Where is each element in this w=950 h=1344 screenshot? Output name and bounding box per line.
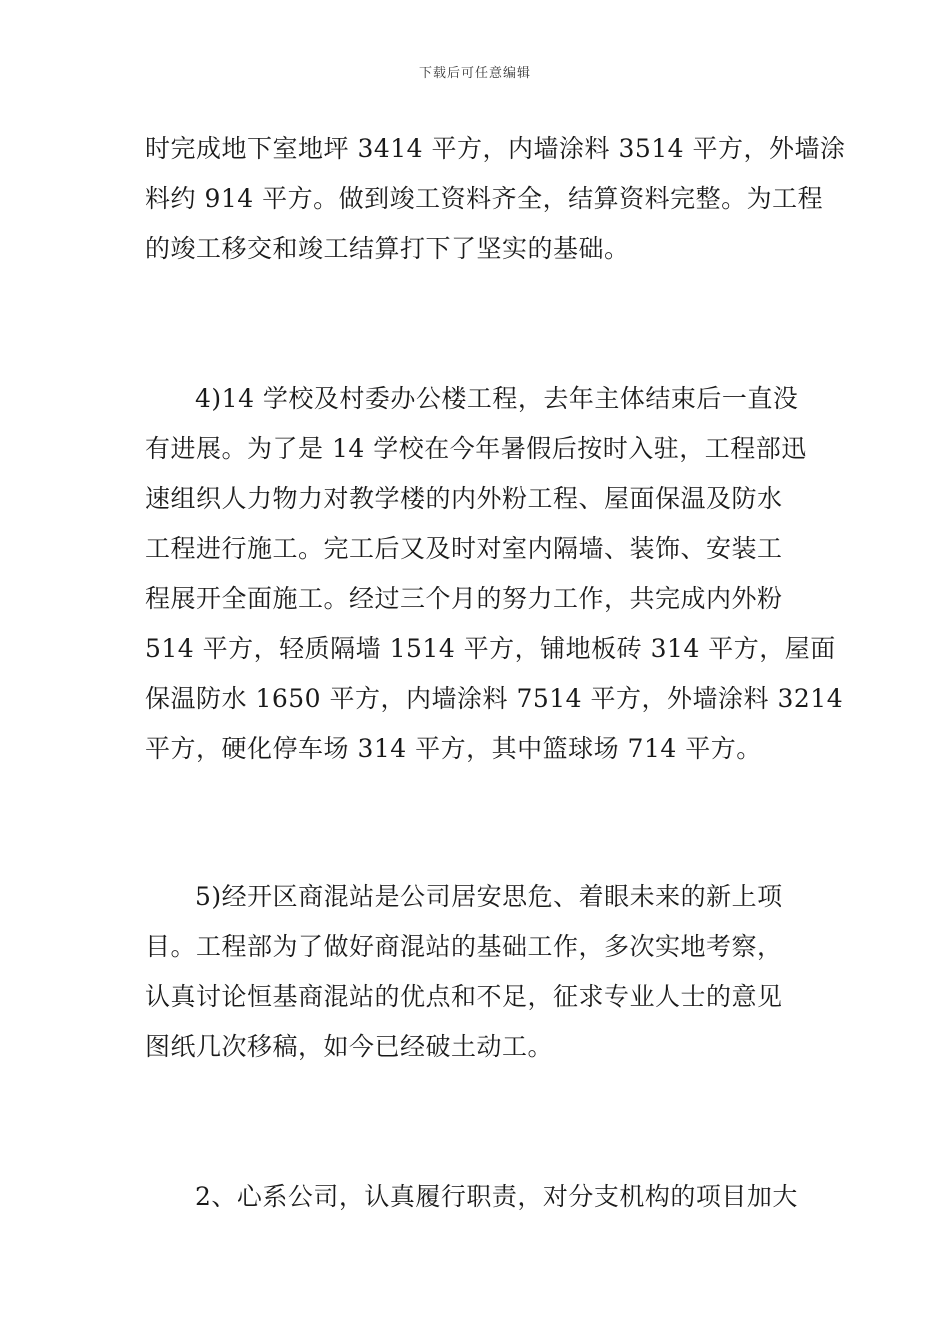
paragraph-line: 程展开全面施工。经过三个月的努力工作，共完成内外粉 [145,584,783,613]
paragraph-line: 时完成地下室地坪 3414 平方，内墙涂料 3514 平方，外墙涂 [145,134,846,163]
paragraph-line: 的竣工移交和竣工结算打下了坚实的基础。 [145,234,630,263]
paragraph-line: 平方，硬化停车场 314 平方，其中篮球场 714 平方。 [145,734,762,763]
paragraph-line: 保温防水 1650 平方，内墙涂料 7514 平方，外墙涂料 3214 [145,684,844,713]
paragraph-line: 5)经开区商混站是公司居安思危、着眼未来的新上项 [195,882,783,911]
paragraph-line: 速组织人力物力对教学楼的内外粉工程、屋面保温及防水 [145,484,783,513]
paragraph-line: 514 平方，轻质隔墙 1514 平方，铺地板砖 314 平方，屋面 [145,634,836,663]
paragraph-line: 认真讨论恒基商混站的优点和不足，征求专业人士的意见 [145,982,783,1011]
paragraph-line: 目。工程部为了做好商混站的基础工作，多次实地考察， [145,932,783,961]
paragraph-line: 4)14 学校及村委办公楼工程，去年主体结束后一直没 [195,384,799,413]
paragraph-line: 工程进行施工。完工后又及时对室内隔墙、装饰、安装工 [145,534,783,563]
page-header: 下载后可任意编辑 [418,66,531,81]
paragraph-line: 料约 914 平方。做到竣工资料齐全，结算资料完整。为工程 [145,184,824,213]
paragraph-line: 图纸几次移稿，如今已经破土动工。 [145,1032,554,1061]
paragraph-line: 2、心系公司，认真履行职责，对分支机构的项目加大 [195,1182,798,1211]
paragraph-line: 有进展。为了是 14 学校在今年暑假后按时入驻，工程部迅 [145,434,807,463]
